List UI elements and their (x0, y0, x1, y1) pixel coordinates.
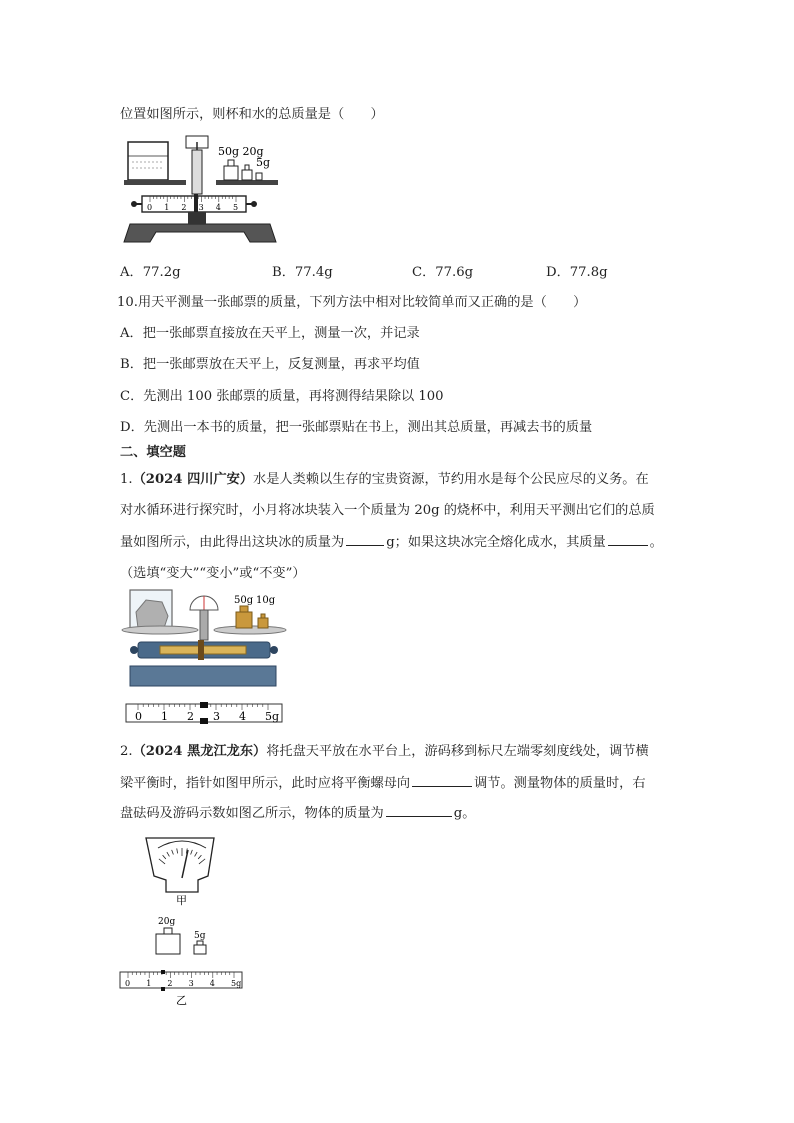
fill2-line2: 梁平衡时，指针如图甲所示，此时应将平衡螺母向 调节。测量物体的质量时，右 (120, 776, 646, 791)
q10-option-b[interactable]: B．把一张邮票放在天平上，反复测量，再求平均值 (120, 357, 420, 372)
q10-stem: 10.用天平测量一张邮票的质量，下列方法中相对比较简单而又正确的是（ ） (117, 295, 587, 310)
q9-small-weight-label: 5g (256, 156, 271, 169)
fill2-weight2-label: 5g (194, 931, 206, 941)
section-title: 二、填空题 (120, 445, 186, 460)
fill2-scale-tick-label: 5g (231, 979, 242, 988)
fill2-label-jia: 甲 (176, 894, 187, 907)
fill1-line1: 1.（2024 四川广安）水是人类赖以生存的宝贵资源，节约用水是每个公民应尽的义务。在 (120, 472, 649, 487)
fill2-scale-tick-label: 1 (146, 979, 152, 988)
q9-option-b[interactable]: B．77.4g (272, 265, 333, 280)
fill2-scale-tick-label: 3 (188, 979, 194, 988)
fill2-scale-tick-label: 2 (167, 979, 173, 988)
q10-option-d[interactable]: D．先测出一本书的质量，把一张邮票贴在书上，测出其总质量，再减去书的质量 (120, 420, 593, 435)
fill2-label-yi: 乙 (176, 994, 187, 1007)
q10-option-a[interactable]: A．把一张邮票直接放在天平上，测量一次，并记录 (120, 326, 420, 341)
fill2-scale-tick-label: 0 (125, 979, 131, 988)
fill1-balance-figure (120, 588, 286, 726)
fill2-line1: 2.（2024 黑龙江龙东）将托盘天平放在水平台上，游码移到标尺左端零刻度线处，调节横 (120, 744, 649, 759)
fill1-weight1-label: 50g (234, 595, 254, 606)
fill1-scale-tick-label: 3 (213, 710, 220, 723)
q9-option-c[interactable]: C．77.6g (412, 265, 474, 280)
fill1-line3: 量如图所示，由此得出这块冰的质量为 g；如果这块冰完全熔化成水，其质量 。 (120, 535, 663, 550)
fill1-line2: 对水循环进行探究时，小月将冰块装入一个质量为 20g 的烧杯中，利用天平测出它们的总质 (120, 503, 655, 518)
fill2-weight1-label: 20g (158, 917, 176, 927)
q9-scale-tick-label: 2 (181, 203, 187, 212)
fill1-scale-tick-label: 5g (265, 710, 280, 723)
fill2-blank-mass[interactable] (386, 804, 452, 817)
fill1-blank-ice-mass[interactable] (346, 533, 384, 546)
fill1-line4: （选填“变大”“变小”或“不变”） (120, 566, 306, 581)
q9-weights-label: 50g 20g (218, 145, 264, 158)
q9-option-a[interactable]: A．77.2g (120, 265, 181, 280)
fill1-blank-water-mass[interactable] (608, 533, 648, 546)
q9-stem-tail: 位置如图所示，则杯和水的总质量是（ ） (120, 107, 384, 122)
fill1-scale-tick-label: 0 (135, 710, 142, 723)
q9-scale-tick-label: 5 (233, 203, 239, 212)
q9-option-d[interactable]: D．77.8g (546, 265, 608, 280)
fill2-scale-tick-label: 4 (209, 979, 215, 988)
fill2-line3: 盘砝码及游码示数如图乙所示，物体的质量为 g。 (120, 806, 476, 821)
q9-balance-figure (120, 132, 280, 248)
q9-scale-tick-label: 1 (164, 203, 170, 212)
fill1-scale-tick-label: 1 (161, 710, 168, 723)
q9-scale-tick-label: 4 (215, 203, 221, 212)
q9-scale-tick-label: 3 (198, 203, 204, 212)
q10-option-c[interactable]: C．先测出 100 张邮票的质量，再将测得结果除以 100 (120, 389, 444, 404)
fill1-scale-tick-label: 2 (187, 710, 194, 723)
fill1-weight2-label: 10g (256, 595, 276, 606)
q9-scale-tick-label: 0 (147, 203, 153, 212)
fill2-figure (118, 832, 248, 1008)
fill2-blank-direction[interactable] (412, 774, 472, 787)
fill1-scale-tick-label: 4 (239, 710, 246, 723)
